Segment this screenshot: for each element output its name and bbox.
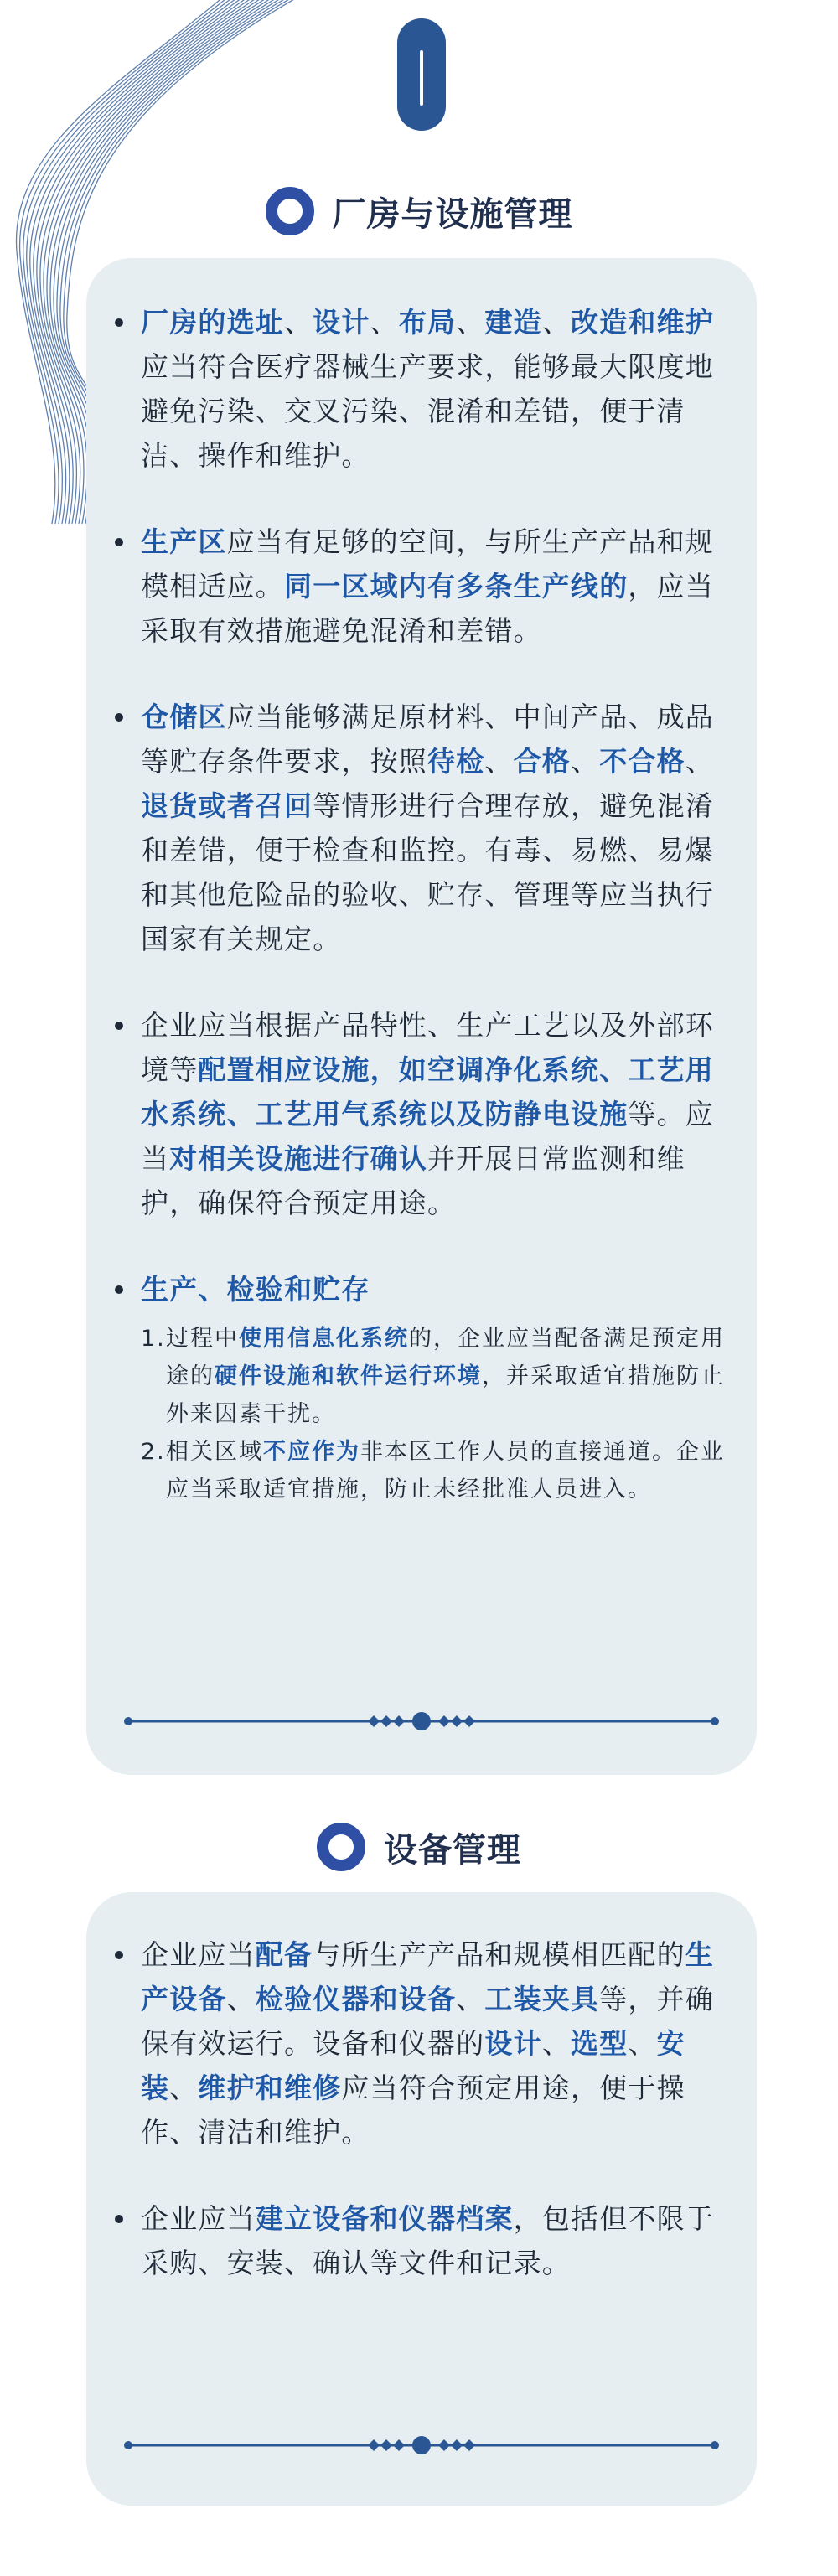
highlight-text: 生产、检验和贮存 <box>141 1273 370 1306</box>
divider-end-dot <box>124 2441 132 2449</box>
section-title-text: 厂房与设施管理 <box>332 194 573 234</box>
bullet-item <box>141 300 727 478</box>
divider-diamond <box>463 2439 475 2451</box>
highlight-text: 退货或者召回 <box>141 789 313 822</box>
body-text: 等。应当 <box>141 1098 715 1175</box>
divider-diamond <box>451 2439 463 2451</box>
top-pill-decoration <box>397 18 446 131</box>
body-text: 相关区域 <box>166 1439 263 1465</box>
ring-icon <box>317 1823 365 1871</box>
section-title-facilities <box>0 186 838 236</box>
divider-end-dot <box>711 2441 719 2449</box>
body-text: 、 <box>169 2072 199 2104</box>
highlight-text: 厂房的选址 <box>141 306 284 339</box>
highlight-text: 同一区域内有多条生产线的 <box>284 570 628 603</box>
sub-item-number: 2. <box>141 1439 166 1465</box>
body-text: 并开展日常监测和维护，确保符合预定用途。 <box>141 1142 685 1219</box>
highlight-text: 安装 <box>141 2027 685 2104</box>
body-text: 应当能够满足原材料、中间产品、成品等贮存条件要求，按照 <box>141 701 715 778</box>
highlight-text: 设计 <box>484 2027 542 2060</box>
body-text: 过程中 <box>166 1326 239 1352</box>
highlight-text: 检验仪器和设备 <box>255 1983 457 2015</box>
body-text: 企业应当根据产品特性、生产工艺以及外部环境等 <box>141 1009 714 1086</box>
body-text: 、 <box>685 745 715 778</box>
body-text: 企业应当 <box>141 2202 256 2235</box>
body-text: 等情形进行合理存放，避免混淆和差错，便于检查和监控。有毒、易燃、易爆和其他危险品的验收、贮存、管理等应当执行国家有关规定。 <box>141 789 715 955</box>
highlight-text: 选型 <box>571 2027 628 2060</box>
divider-diamond <box>463 1715 475 1727</box>
divider-end-dot <box>711 1717 719 1725</box>
divider-diamond <box>451 1715 463 1727</box>
section-title-equipment <box>0 1822 838 1872</box>
highlight-text: 使用信息化系统 <box>239 1326 409 1352</box>
bullet-item <box>141 1003 727 1225</box>
facilities-card <box>86 258 757 1775</box>
highlight-text: 对相关设施进行确认 <box>169 1142 428 1175</box>
highlight-text: 工装夹具 <box>484 1983 600 2015</box>
divider-center-dot <box>412 1712 431 1730</box>
body-text: 、 <box>484 745 514 778</box>
body-text: 、 <box>541 2027 572 2060</box>
body-text: 的，企业应当配备满足预定用途的 <box>166 1326 725 1389</box>
divider-end-dot <box>124 1717 132 1725</box>
bullet-item <box>141 2196 727 2285</box>
sub-list-item <box>141 1320 727 1433</box>
body-text: ，应当采取有效措施避免混淆和差错。 <box>141 570 715 647</box>
divider-diamond <box>368 1715 380 1727</box>
body-text: ，并采取适宜措施防止外来因素干扰。 <box>166 1363 725 1427</box>
equipment-card <box>86 1892 757 2506</box>
sub-list <box>141 1320 727 1508</box>
highlight-text: 生产设备 <box>141 1938 715 2015</box>
body-text: 应当符合医疗器械生产要求，能够最大限度地避免污染、交叉污染、混淆和差错，便于清洁、操作和维护。 <box>141 350 714 472</box>
body-text: 、 <box>284 306 313 339</box>
ring-icon <box>266 187 314 235</box>
body-text: 、 <box>456 306 485 339</box>
highlight-text: 改造和维护 <box>571 306 715 339</box>
divider-diamond <box>368 2439 380 2451</box>
sub-item-number: 1. <box>141 1326 166 1352</box>
body-text: 、 <box>456 1983 485 2015</box>
body-text: 应当有足够的空间，与所生产产品和规模相适应。 <box>141 525 715 603</box>
bullet-item <box>141 1932 727 2154</box>
highlight-text: 合格 <box>513 745 572 778</box>
divider-diamond <box>393 1715 405 1727</box>
divider-diamond <box>438 1715 450 1727</box>
bullet-item <box>141 520 727 653</box>
highlight-text: 维护和维修 <box>198 2072 342 2104</box>
sub-item-text <box>166 1439 725 1503</box>
body-text: ，包括但不限于采购、安装、确认等文件和记录。 <box>141 2202 715 2279</box>
divider-ornament <box>124 2435 719 2455</box>
highlight-text: 配备 <box>255 1938 313 1971</box>
highlight-text: 设计 <box>313 306 370 339</box>
sub-list-item <box>141 1433 727 1508</box>
body-text: 与所生产产品和规模相匹配的 <box>313 1938 685 1971</box>
body-text: 、 <box>628 2027 657 2060</box>
highlight-text: 不应作为 <box>263 1439 360 1465</box>
body-text: 、 <box>226 1983 256 2015</box>
sub-item-text <box>166 1326 725 1427</box>
highlight-text: 配置相应设施，如空调净化系统、工艺用水系统、工艺用气系统以及防静电设施 <box>141 1053 715 1130</box>
section-title-text: 设备管理 <box>384 1830 521 1870</box>
bullet-item <box>141 1267 727 1311</box>
divider-diamond <box>393 2439 405 2451</box>
highlight-text: 建立设备和仪器档案 <box>255 2202 514 2235</box>
highlight-text: 不合格 <box>599 745 685 778</box>
highlight-text: 待检 <box>427 745 485 778</box>
body-text: 、 <box>541 306 572 339</box>
body-text: 、 <box>370 306 399 339</box>
body-text: 、 <box>571 745 600 778</box>
highlight-text: 建造 <box>484 306 542 339</box>
divider-diamond <box>438 2439 450 2451</box>
divider-diamond <box>380 2439 392 2451</box>
highlight-text: 仓储区 <box>141 701 227 733</box>
highlight-text: 生产区 <box>141 525 227 558</box>
divider-ornament <box>124 1711 719 1731</box>
body-text: 非本区工作人员的直接通道。企业应当采取适宜措施，防止未经批准人员进入。 <box>166 1439 725 1503</box>
divider-diamond <box>380 1715 392 1727</box>
body-text: 企业应当 <box>141 1938 256 1971</box>
bullet-item <box>141 695 727 961</box>
body-text: 应当符合预定用途，便于操作、清洁和维护。 <box>141 2072 685 2149</box>
highlight-text: 布局 <box>398 306 457 339</box>
highlight-text: 硬件设施和软件运行环境 <box>215 1363 482 1389</box>
divider-center-dot <box>412 2436 431 2454</box>
body-text: 等，并确保有效运行。设备和仪器的 <box>141 1983 715 2060</box>
